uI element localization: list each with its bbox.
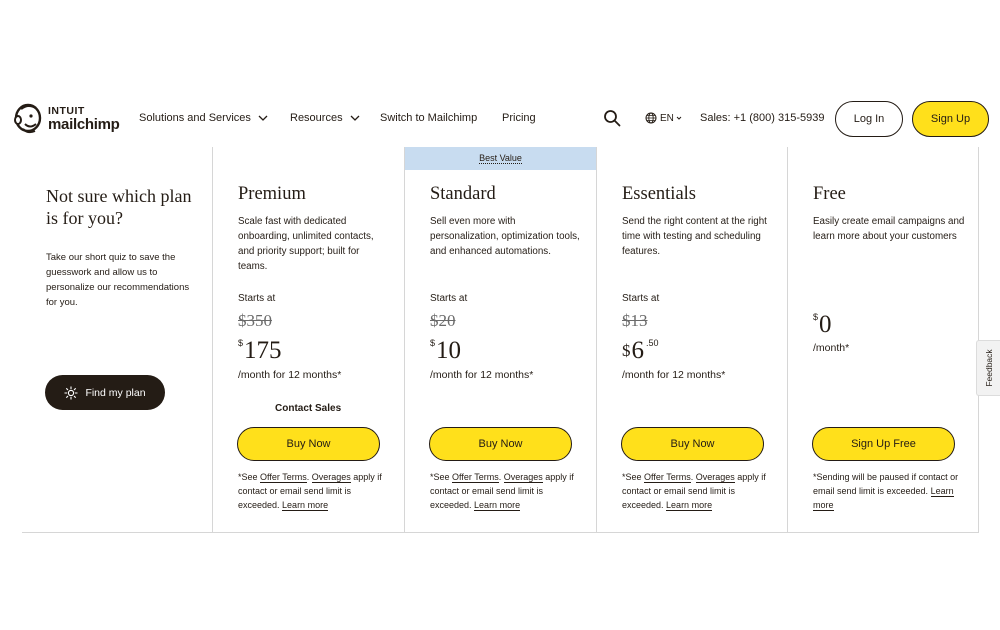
find-my-plan-label: Find my plan [85,386,146,399]
plan-card-free [787,147,979,533]
sales-phone[interactable]: Sales: +1 (800) 315-5939 [700,112,825,124]
nav-resources[interactable] [290,112,360,124]
fine-text: apply if contact or email send limit is exceeded. [430,472,574,510]
billing-period: /month for 12 months* [430,369,534,381]
intro-title: Not sure which plan is for you? [46,186,192,228]
intuit-wordmark: INTUIT [48,104,85,117]
buy-now-button[interactable]: Buy Now [237,427,380,461]
starts-at-label: Starts at [238,293,276,304]
billing-period: /month* [813,342,850,354]
nav-switch-to-mailchimp[interactable] [380,112,477,124]
billing-period: /month for 12 months* [622,369,726,381]
currency-symbol: $ [238,338,244,348]
plan-name: Essentials [622,184,696,204]
plan-card-premium [212,147,404,533]
nav-label: Resources [290,112,343,124]
overages-link[interactable]: Overages [503,472,543,482]
offer-terms-link[interactable]: Offer Terms [644,472,691,482]
overages-link[interactable]: Overages [695,472,735,482]
nav-pricing[interactable] [502,112,536,124]
language-selector[interactable] [645,112,685,124]
fine-text: . [306,472,312,482]
fine-text: *See [430,472,453,482]
currency-symbol: $ [813,312,819,322]
fine-print [430,470,580,512]
learn-more-link[interactable]: Learn more [813,486,954,510]
plan-description: Sell even more with personalization, optimization tools, and enhanced automations. [430,216,580,257]
plan-description: Easily create email campaigns and learn more about your customers [813,216,965,242]
price-cents: .50 [646,338,659,348]
plan-name: Standard [430,184,496,204]
nav-solutions-and-services[interactable] [139,112,268,124]
top-navigation [0,95,1000,145]
intro-description: Take our short quiz to save the guesswork and allow us to personalize our recommendations for you. [46,252,190,308]
globe-icon [645,112,657,124]
learn-more-link[interactable]: Learn more [666,500,713,510]
fine-print [622,470,772,512]
sparkle-icon [64,386,78,400]
nav-label: Switch to Mailchimp [380,112,478,124]
plan-price [813,311,832,339]
original-price: $350 [238,311,272,330]
plan-price [238,337,282,365]
price-amount: 0 [819,311,832,338]
pricing-divider [22,532,978,533]
plan-name: Premium [238,184,306,204]
language-label: EN [660,112,674,124]
plan-price [430,337,461,365]
offer-terms-link[interactable]: Offer Terms [260,472,307,482]
buy-now-button[interactable]: Buy Now [621,427,764,461]
best-value-badge [405,147,596,170]
currency-symbol: $ [622,341,631,360]
chevron-down-icon [350,113,360,123]
plan-description: Scale fast with dedicated onboarding, unlimited contacts, and priority support; built for teams. [238,216,374,272]
fine-print [238,470,388,512]
plan-card-standard [404,147,596,533]
chevron-down-icon [258,113,268,123]
chevron-down-icon [676,115,682,121]
plan-quiz-intro [46,185,196,310]
overages-link[interactable]: Overages [311,472,351,482]
original-price: $20 [430,311,456,330]
search-icon[interactable] [603,109,621,127]
contact-sales-link[interactable]: Contact Sales [275,403,342,414]
fine-text: *See [238,472,261,482]
nav-label: Pricing [502,112,536,124]
freddie-logo-icon [13,103,43,135]
original-price: $13 [622,311,648,330]
fine-text: apply if contact or email send limit is exceeded. [622,472,766,510]
learn-more-link[interactable]: Learn more [282,500,329,510]
best-value-label: Best Value [479,153,522,163]
sign-up-button[interactable]: Sign Up [912,101,989,137]
fine-text: *See [622,472,645,482]
nav-label: Solutions and Services [139,112,251,124]
learn-more-link[interactable]: Learn more [474,500,521,510]
feedback-tab[interactable] [976,340,1000,396]
billing-period: /month for 12 months* [238,369,342,381]
mailchimp-wordmark: mailchimp [48,116,120,134]
price-amount: 6 [631,337,644,364]
starts-at-label: Starts at [622,293,660,304]
feedback-label: Feedback [983,349,994,387]
price-amount: 175 [244,337,282,364]
plan-description: Send the right content at the right time with testing and scheduling features. [622,216,767,257]
starts-at-label: Starts at [430,293,468,304]
log-in-button[interactable]: Log In [835,101,903,137]
buy-now-button[interactable]: Buy Now [429,427,572,461]
plan-card-essentials [596,147,788,533]
fine-text: apply if contact or email send limit is exceeded. [238,472,382,510]
fine-text: . [498,472,504,482]
fine-text: *Sending will be paused if contact or email send limit is exceeded. [813,472,959,496]
fine-print [813,470,963,512]
currency-symbol: $ [430,338,436,348]
find-my-plan-button[interactable] [45,375,165,410]
mailchimp-logo[interactable] [13,103,120,135]
offer-terms-link[interactable]: Offer Terms [452,472,499,482]
plan-name: Free [813,184,846,204]
sign-up-free-button[interactable]: Sign Up Free [812,427,955,461]
price-amount: 10 [436,337,462,364]
plan-price [622,337,659,365]
fine-text: . [690,472,696,482]
